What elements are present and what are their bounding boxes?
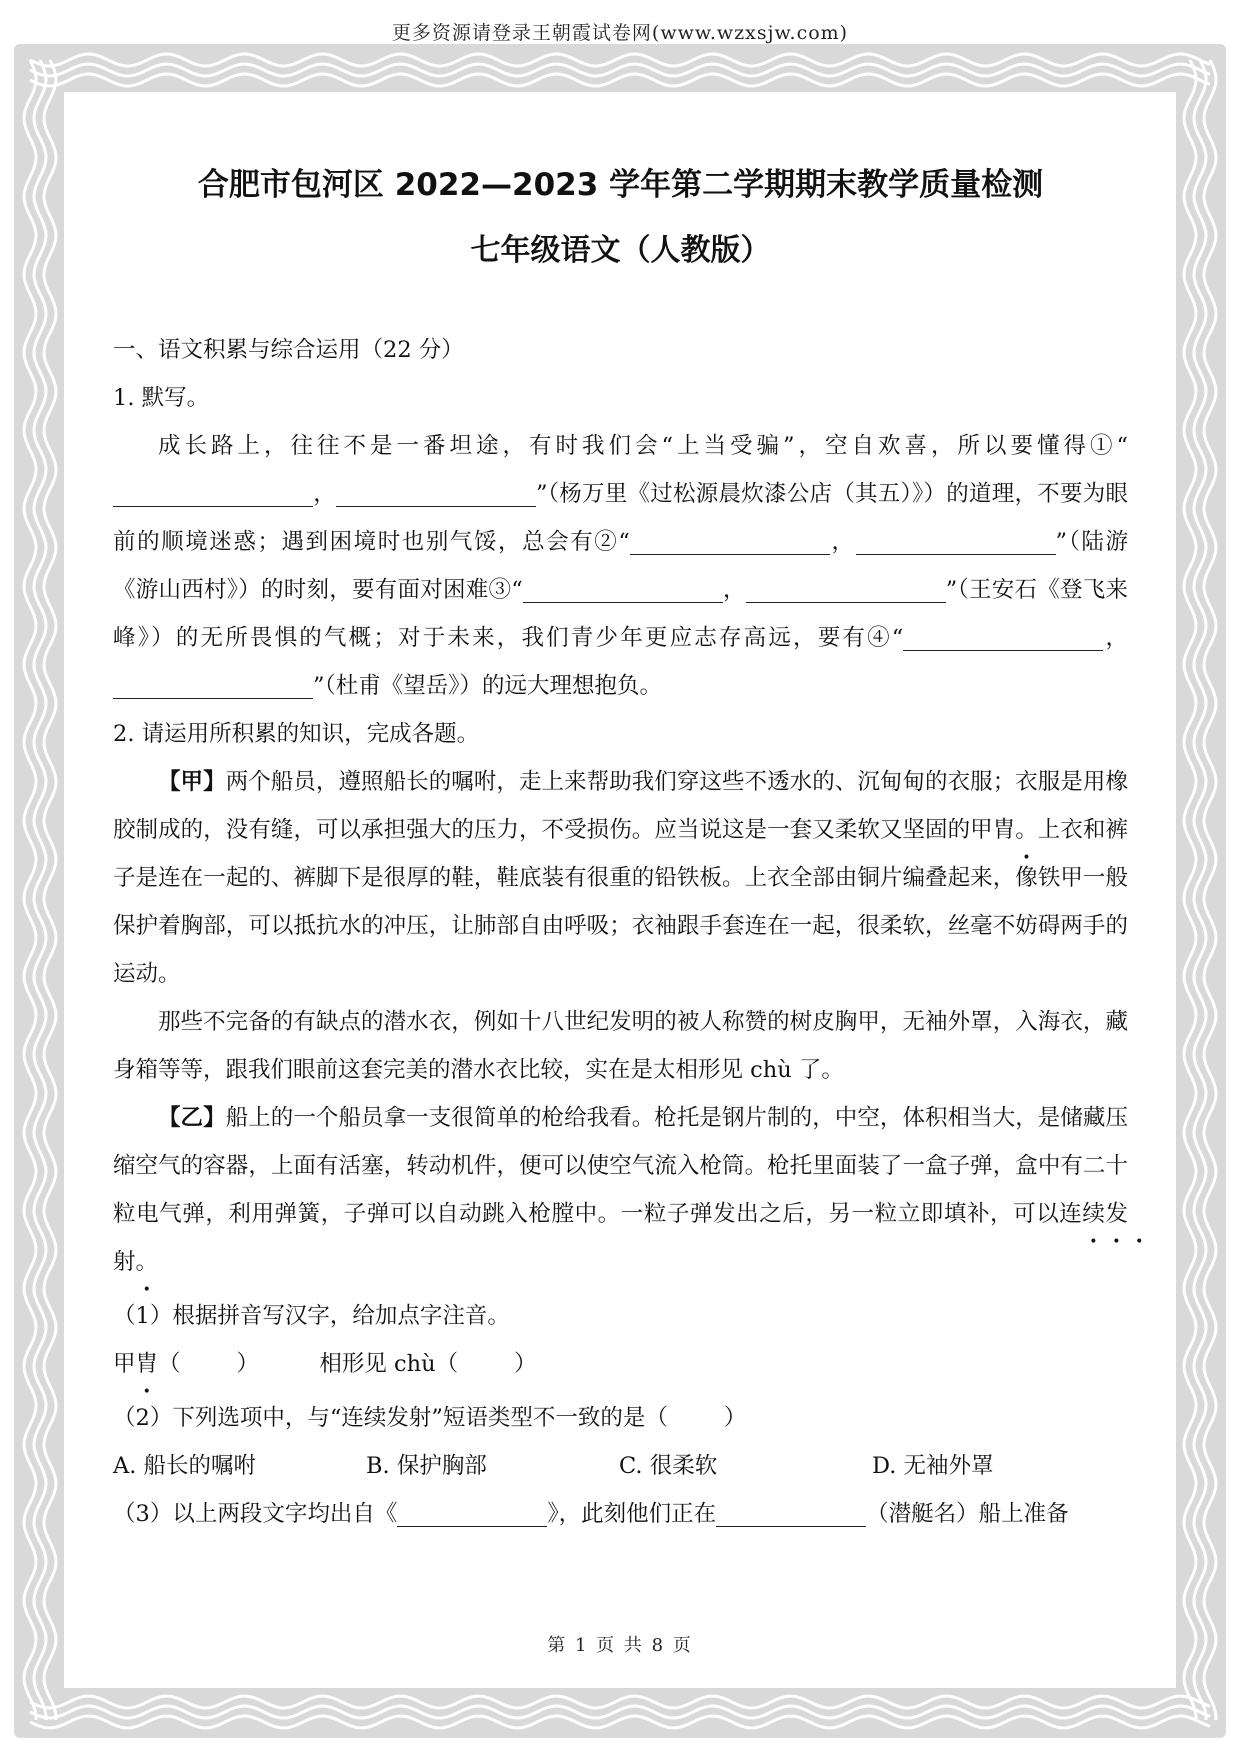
passage-text: 船上的一个船员拿一支很简单的枪给我看。枪托是钢片制的，中空，体积相当大，是储藏压缩空气的容器，上面有活塞，转动机件，便可以使空气流入枪筒。枪托里面装了一盒子弹，盒中有二十粒电气弹，利用弹簧，子弹可以自动跳入枪膛中。一粒子弹发出之后，另一粒立即填补，可以 <box>113 1105 1128 1227</box>
options-row <box>113 1442 1128 1490</box>
q1-text: ， <box>722 577 746 603</box>
sub-question-1: （1）根据拼音写汉字，给加点字注音。 <box>113 1303 510 1329</box>
sub-question-2-text: （2）下列选项中，与“连续发射”短语类型不一致的是（ <box>113 1405 668 1431</box>
sub-question-2-text: ） <box>723 1405 747 1431</box>
blank-4b[interactable] <box>113 668 313 699</box>
sub-question-3 <box>113 1490 1128 1538</box>
dotted-char: 胄 <box>135 1351 159 1377</box>
passage-yi <box>113 1094 1128 1286</box>
blank-2b[interactable] <box>856 524 1056 555</box>
item-text: ） <box>514 1351 537 1377</box>
option-d[interactable]: D. 无袖外罩 <box>872 1453 994 1479</box>
dotted-char: 胄 <box>992 817 1016 843</box>
exam-title: 合肥市包河区 2022—2023 学年第二学期期末教学质量检测 <box>197 167 1044 203</box>
passage-text: 。 <box>135 1249 159 1275</box>
item-text: 甲 <box>113 1351 136 1377</box>
dotted-char: 发 <box>1105 1201 1128 1227</box>
blank-book-title[interactable] <box>397 1496 547 1527</box>
option-a[interactable]: A. 船长的嘱咐 <box>113 1453 257 1479</box>
option-c[interactable]: C. 很柔软 <box>619 1453 718 1479</box>
question-2-label: 2. 请运用所积累的知识，完成各题。 <box>113 721 480 747</box>
page-number: 第 1 页 共 8 页 <box>547 1635 693 1656</box>
sub-question-3-text: （3）以上两段文字均出自《 <box>113 1501 398 1527</box>
blank-submarine-name[interactable] <box>716 1496 866 1527</box>
blank-3a[interactable] <box>523 572 723 603</box>
blank-3b[interactable] <box>746 572 946 603</box>
item-text: ） <box>236 1351 260 1377</box>
blank-4a[interactable] <box>903 620 1103 651</box>
q1-text: ， <box>829 529 856 555</box>
q1-text: ”（杨万里《过松源晨炊漆公店（其五）》）的道理，不要为眼前的顺境迷惑；遇到困境时也别气馁，总会有②“ <box>113 481 1128 555</box>
dotted-char: 续 <box>1082 1201 1106 1227</box>
exam-subtitle: 七年级语文（人教版） <box>470 233 771 268</box>
q1-text: ”（王安石《登飞来峰》）的无所畏惧的气概；对于未来，我们青少年更应志存高远，要有④“ <box>113 577 1128 651</box>
option-b[interactable]: B. 保护胸部 <box>366 1453 487 1479</box>
sub-question-2 <box>113 1394 1128 1442</box>
blank-1b[interactable] <box>336 476 536 507</box>
passage-yi-tag: 【乙】 <box>158 1105 226 1131</box>
sub-question-3-text: 》，此刻他们正在 <box>547 1501 717 1527</box>
dotted-char: 连 <box>1059 1201 1083 1227</box>
q1-text: ”（陆游《游山西村》）的时刻，要有面对困难③“ <box>113 529 1128 603</box>
q1-text: 成长路上，往往不是一番坦途，有时我们会“上当受骗”，空自欢喜，所以要懂得①“ <box>158 433 1128 459</box>
sub-question-1-items <box>113 1340 1128 1388</box>
blank-1a[interactable] <box>113 476 313 507</box>
exam-content <box>113 150 1128 1538</box>
item-text: （ <box>158 1351 181 1377</box>
site-banner: 更多资源请登录王朝霞试卷网(www.wzxsjw.com) <box>391 22 849 44</box>
item-text: 相形见 chù（ <box>319 1351 459 1377</box>
passage-jia-2: 那些不完备的有缺点的潜水衣，例如十八世纪发明的被人称赞的树皮胸甲，无袖外罩，入海衣，藏身箱等等，跟我们眼前这套完美的潜水衣比较，实在是太相形见 chù 了。 <box>113 1009 1128 1083</box>
sub-question-3-text: （潜艇名）船上准备 <box>866 1501 1069 1527</box>
passage-jia-1 <box>113 758 1128 998</box>
question-1-label: 1. 默写。 <box>113 385 210 411</box>
section-heading: 一、语文积累与综合运用（22 分） <box>113 337 464 363</box>
question-1-passage <box>113 422 1128 710</box>
passage-jia-tag: 【甲】 <box>158 769 226 795</box>
q1-text: ， <box>313 481 336 507</box>
passage-text: 两个船员，遵照船长的嘱咐，走上来帮助我们穿这些不透水的、沉甸甸的衣服；衣服是用橡胶制成的，没有缝，可以承担强大的压力，不受损伤。应当说这是一套又柔软又坚固的甲 <box>113 769 1128 843</box>
blank-2a[interactable] <box>630 524 830 555</box>
q1-text: ， <box>1103 625 1128 651</box>
q1-text: ”（杜甫《望岳》）的远大理想抱负。 <box>313 673 663 699</box>
passage-text: 。上衣和裤子是连在一起的、裤脚下是很厚的鞋，鞋底装有很重的铅铁板。上衣全部由铜片编叠起来，像铁甲一般保护着胸部，可以抵抗水的冲压，让肺部自由呼吸；衣袖跟手套连在一起，很柔软，丝毫不妨碍两手的运动。 <box>113 817 1128 987</box>
dotted-char: 射 <box>113 1249 136 1275</box>
